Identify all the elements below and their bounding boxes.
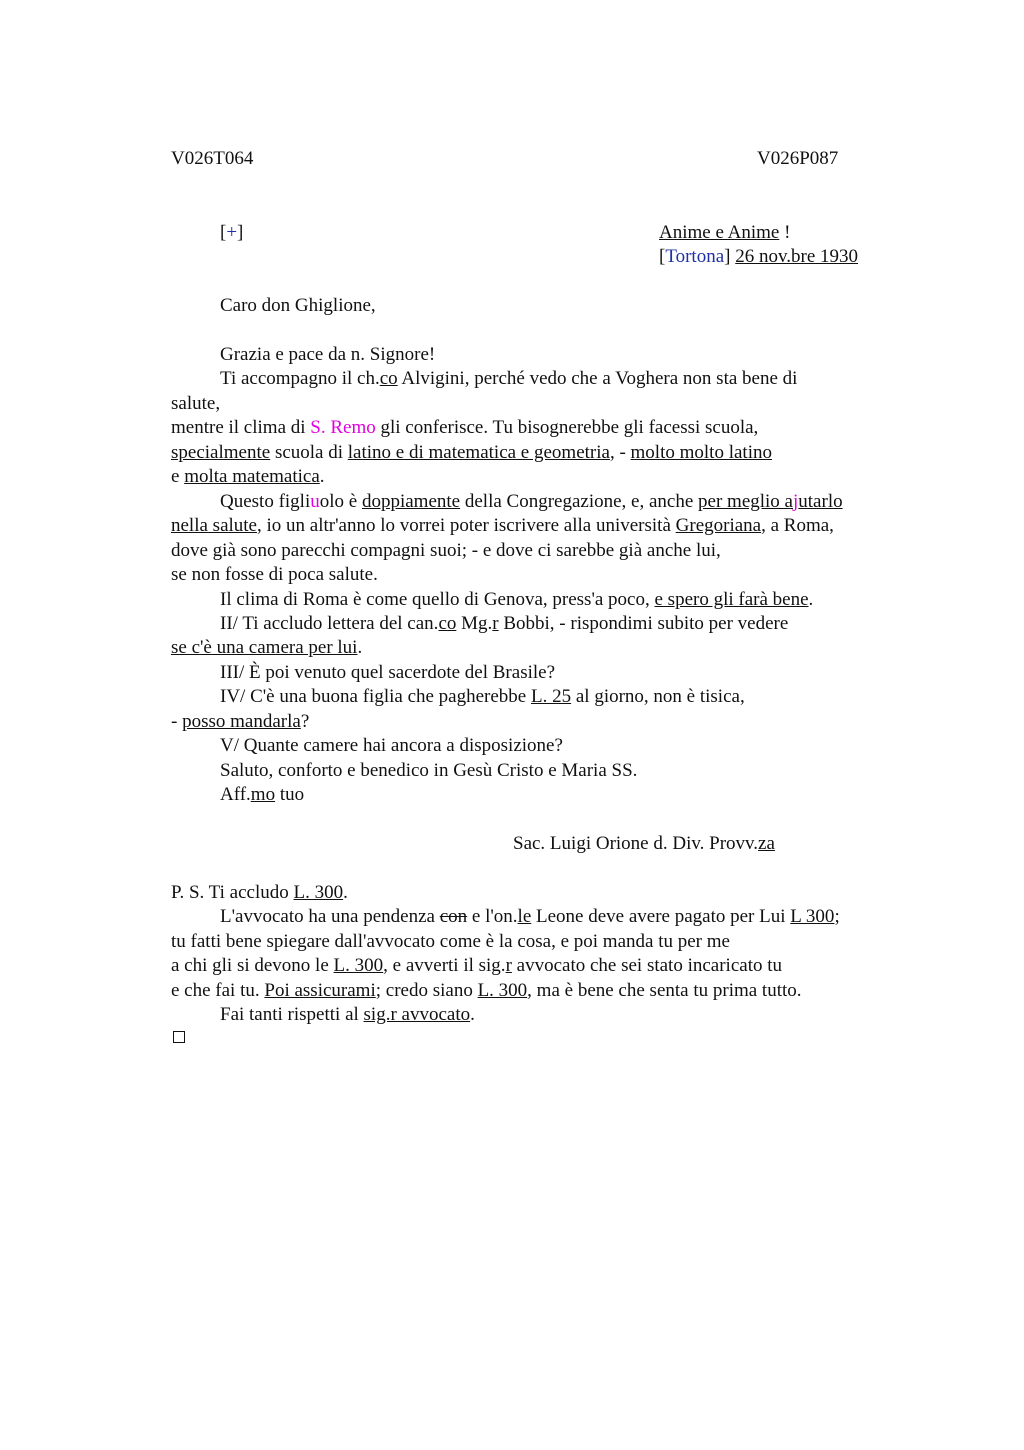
body-line-10: se non fosse di poca salute. xyxy=(171,564,378,585)
body-line-17: V/ Quante camere hai ancora a disposizione? xyxy=(220,735,563,756)
body-line-11: Il clima di Roma è come quello di Genova, press'a poco, e spero gli farà bene. xyxy=(220,589,814,610)
body-line-2: Ti accompagno il ch.co Alvigini, perché vedo che a Voghera non sta bene di xyxy=(220,368,798,389)
page-code: V026P087 xyxy=(757,148,839,169)
ps-line-3: tu fatti bene spiegare dall'avvocato come è la cosa, e poi manda tu per me xyxy=(171,931,730,952)
ps-line-6: Fai tanti rispetti al sig.r avvocato. xyxy=(220,1004,475,1025)
signature: Sac. Luigi Orione d. Div. Provv.za xyxy=(513,833,775,854)
salutation: Caro don Ghiglione, xyxy=(220,295,376,316)
body-line-12: II/ Ti accludo lettera del can.co Mg.r Bobbi, - rispondimi subito per vedere xyxy=(220,613,789,634)
body-line-4: mentre il clima di S. Remo gli conferisce. Tu bisognerebbe gli facessi scuola, xyxy=(171,417,759,438)
letter-title: Anime e Anime ! xyxy=(659,222,791,243)
body-line-7: Questo figliuolo è doppiamente della Congregazione, e, anche per meglio ajutarlo xyxy=(220,491,843,512)
volume-code: V026T064 xyxy=(171,148,254,169)
body-line-9: dove già sono parecchi compagni suoi; - e dove ci sarebbe già anche lui, xyxy=(171,540,721,561)
cross-mark: [+] xyxy=(220,222,244,243)
body-line-6: e molta matematica. xyxy=(171,466,325,487)
body-line-13: se c'è una camera per lui. xyxy=(171,637,363,658)
place-date: [Tortona] 26 nov.bre 1930 xyxy=(659,246,859,267)
ps-line-1: P. S. Ti accludo L. 300. xyxy=(171,882,348,903)
ps-line-4: a chi gli si devono le L. 300, e avverti il sig.r avvocato che sei stato incaricato tu xyxy=(171,955,783,976)
body-line-5: specialmente scuola di latino e di matematica e geometria, - molto molto latino xyxy=(171,442,772,463)
body-line-16: - posso mandarla? xyxy=(171,711,310,732)
end-square-icon xyxy=(173,1031,185,1045)
body-line-14: III/ È poi venuto quel sacerdote del Brasile? xyxy=(220,662,556,683)
closing: Aff.mo tuo xyxy=(220,784,305,805)
body-line-18: Saluto, conforto e benedico in Gesù Cristo e Maria SS. xyxy=(220,760,638,781)
ps-line-5: e che fai tu. Poi assicurami; credo siano L. 300, ma è bene che senta tu prima tutto. xyxy=(171,980,802,1001)
body-line-1: Grazia e pace da n. Signore! xyxy=(220,344,436,365)
body-line-3: salute, xyxy=(171,393,221,414)
body-line-15: IV/ C'è una buona figlia che pagherebbe L. 25 al giorno, non è tisica, xyxy=(220,686,745,707)
ps-line-2: L'avvocato ha una pendenza con e l'on.le Leone deve avere pagato per Lui L 300; xyxy=(220,906,840,927)
body-line-8: nella salute, io un altr'anno lo vorrei poter iscrivere alla università Gregoriana, a Roma, xyxy=(171,515,834,536)
